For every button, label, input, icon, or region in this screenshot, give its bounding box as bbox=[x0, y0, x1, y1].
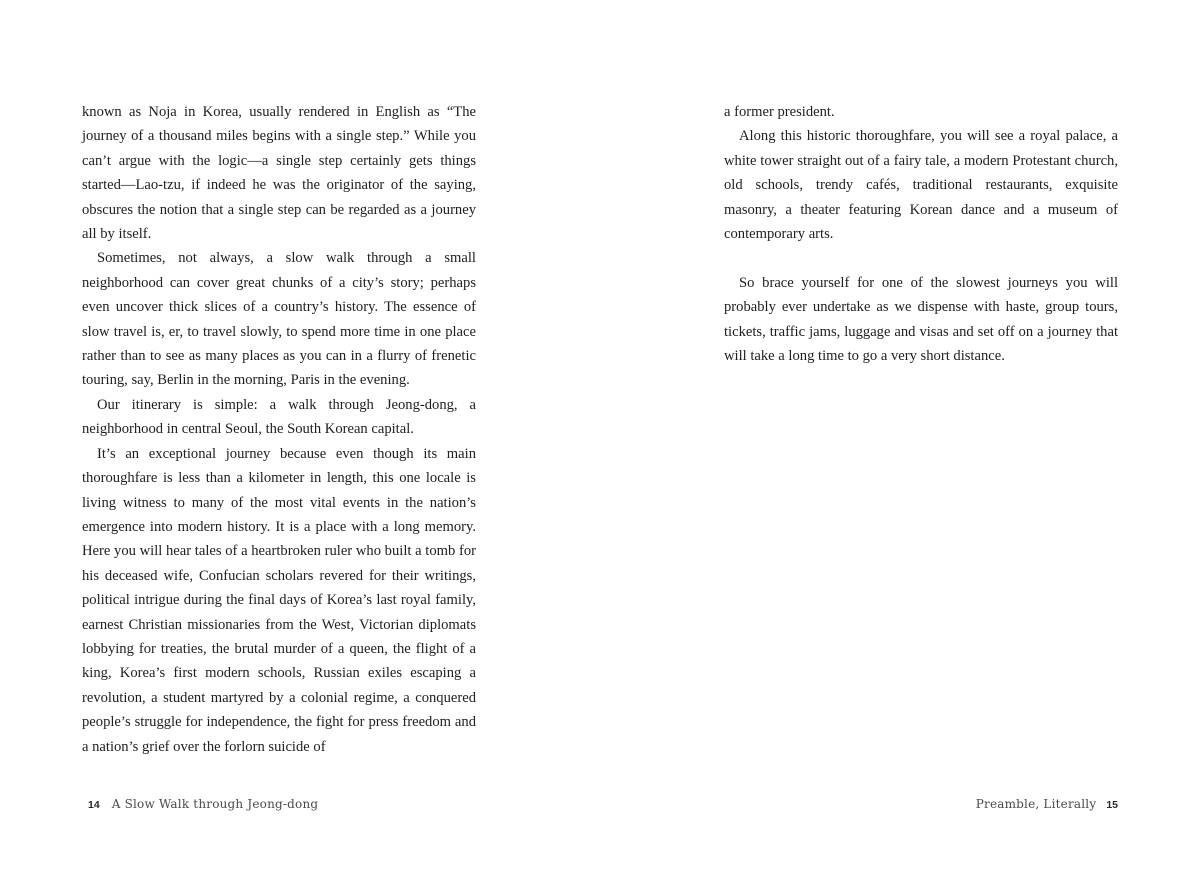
right-page-footer bbox=[976, 795, 1118, 814]
paragraph: Sometimes, not always, a slow walk through a small neighborhood can cover great chunks of a city’s story; perhaps even uncover thick slices of a country’s history. The essence of slow travel is, er, to travel slowly, to spend more time in one place rather than to see as many places as you can in a flurry of frenetic touring, say, Berlin in the morning, Paris in the evening. bbox=[82, 250, 476, 389]
paragraph: a former president. bbox=[724, 104, 835, 120]
paragraph: known as Noja in Korea, usually rendered in English as “The journey of a thousand miles begins with a single step.” While you can’t argue with the logic—a single step certainly gets things started—Lao-tzu, if indeed he was the originator of the saying, obscures the notion that a single step can be regarded as a journey all by itself. bbox=[82, 104, 476, 243]
left-page-footer bbox=[88, 795, 318, 814]
paragraph: Our itinerary is simple: a walk through Jeong-dong, a neighborhood in central Seoul, the South Korean capital. bbox=[82, 396, 476, 438]
left-page-body bbox=[82, 100, 476, 759]
page-number: 14 bbox=[88, 799, 100, 811]
paragraph: Along this historic thoroughfare, you will see a royal palace, a white tower straight out of a fairy tale, a modern Protestant church, old schools, trendy cafés, traditional restaurants, exquisite masonry, a theater featuring Korean dance and a museum of contemporary arts. bbox=[724, 128, 1118, 243]
right-page-body bbox=[724, 100, 1118, 368]
paragraph: It’s an exceptional journey because even though its main thoroughfare is less than a kilometer in length, this one locale is living witness to many of the most vital events in the nation’s emergence into modern history. It is a place with a long memory. Here you will hear tales of a heartbroken ruler who built a tomb for his deceased wife, Confucian scholars revered for their writings, political intrigue during the final days of Korea’s last royal family, earnest Christian missionaries from the West, Victorian diplomats lobbying for treaties, the brutal murder of a queen, the flight of a king, Korea’s first modern schools, Russian exiles escaping a revolution, a student martyred by a colonial regime, a conquered people’s struggle for independence, the fight for press freedom and a nation’s grief over the forlorn suicide of bbox=[82, 445, 476, 755]
paragraph: So brace yourself for one of the slowest journeys you will probably ever undertake as we dispense with haste, group tours, tickets, traffic jams, luggage and visas and set off on a journey that will take a long time to go a very short distance. bbox=[724, 274, 1118, 365]
right-page bbox=[600, 0, 1200, 869]
running-head: Preamble, Literally bbox=[975, 797, 1097, 811]
page-number: 15 bbox=[1106, 799, 1118, 811]
running-head: A Slow Walk through Jeong-dong bbox=[111, 797, 319, 811]
